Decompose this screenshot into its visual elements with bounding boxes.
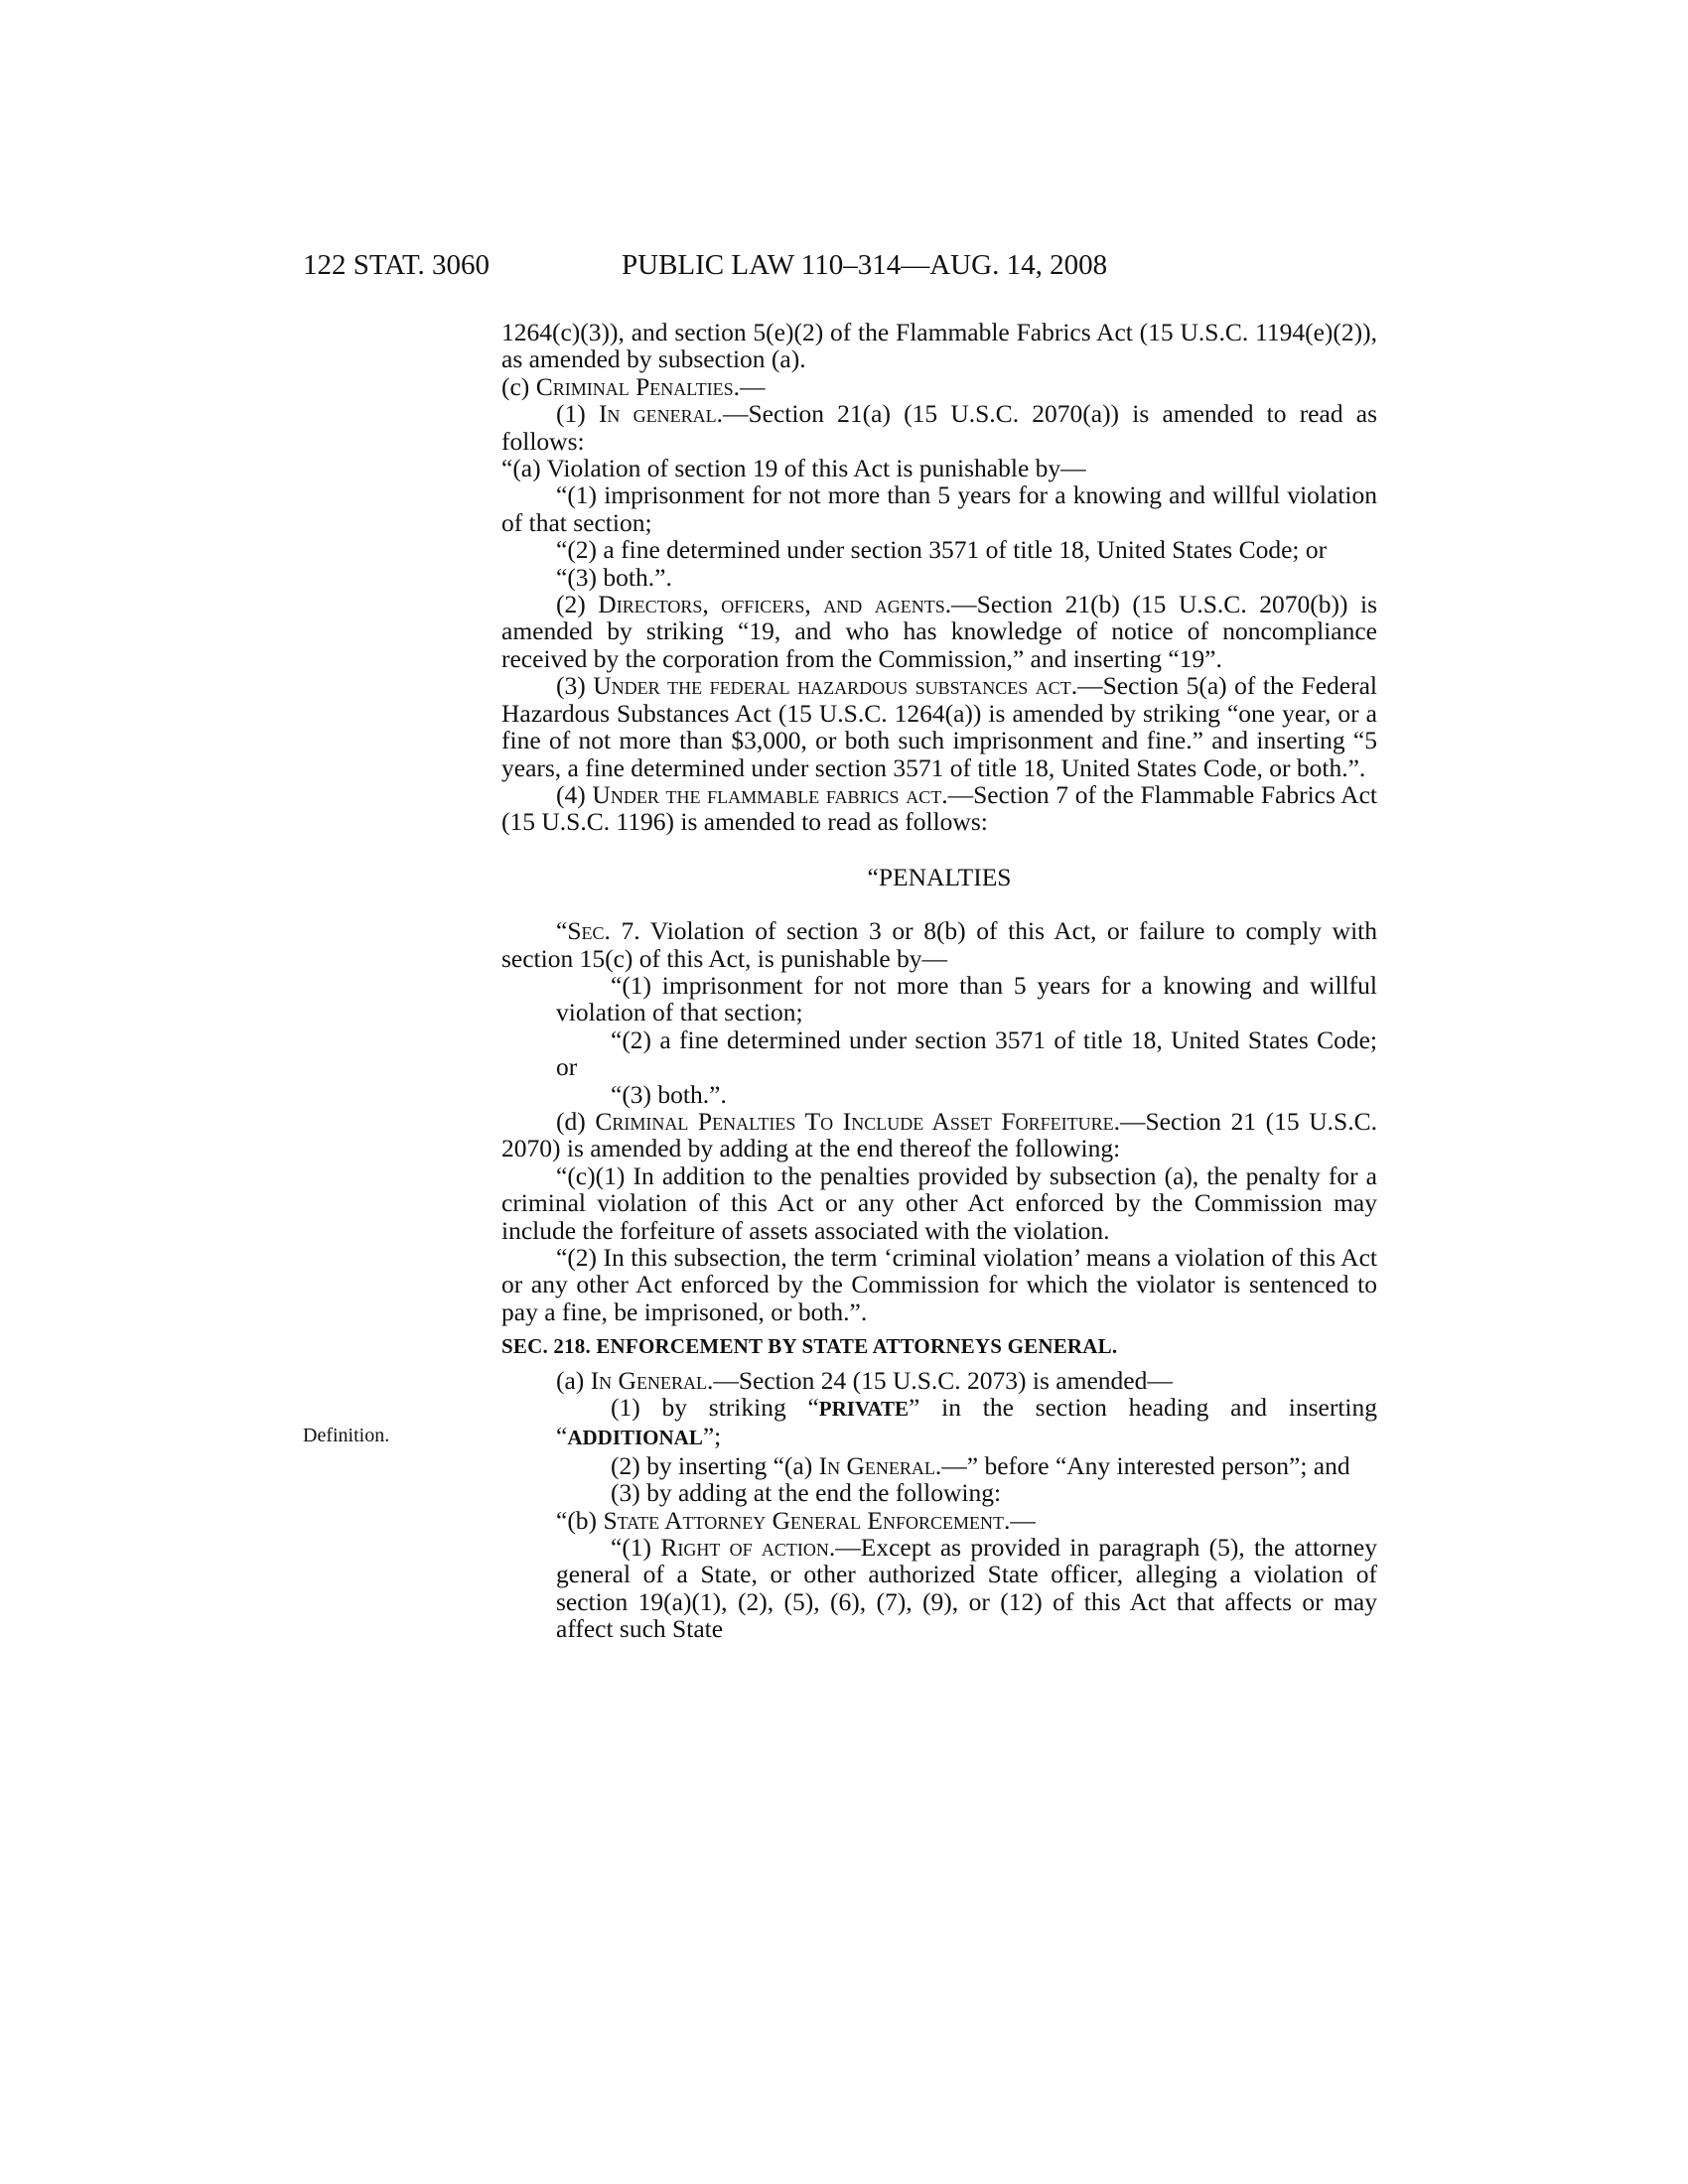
subsection-heading: (c) Criminal Penalties.— xyxy=(501,371,766,401)
stat-page-reference: 122 STAT. 3060 xyxy=(303,249,491,281)
paragraph: (2) by inserting “(a) In General.—” before “Any interested person”; and xyxy=(611,1450,1350,1480)
paragraph: (1) by striking “PRIVATE” in the section heading and inserting “ADDITIONAL”; xyxy=(556,1393,1377,1451)
public-law-title: PUBLIC LAW 110–314—AUG. 14, 2008 xyxy=(622,249,1108,281)
statute-body xyxy=(501,319,1377,1643)
running-head xyxy=(0,248,1688,288)
paragraph: “(2) a fine determined under section 3571 of title 18, United States Code; or xyxy=(556,535,1328,565)
paragraph: “(1) imprisonment for not more than 5 years for a knowing and willful violation of that section; xyxy=(556,970,1377,1027)
margin-note-definition: Definition. xyxy=(303,1425,390,1446)
paragraph: “(1) imprisonment for not more than 5 years for a knowing and willful violation of that section; xyxy=(501,480,1377,537)
paragraph: (3) Under the federal hazardous substances act.—Section 5(a) of the Federal Hazardous Substances Act (15 U.S.C. 1264(a)) is amended by striking “one year, or a fine of not more than $3,000, or both such imprisonment and fine.” and inserting “5 years, a fine determined under section 3571 of title 18, United States Code, or both.”. xyxy=(501,671,1377,782)
paragraph: 1264(c)(3)), and section 5(e)(2) of the Flammable Fabrics Act (15 U.S.C. 1194(e)(2)), as amended by subsection (a). xyxy=(501,318,1377,374)
paragraph: (d) Criminal Penalties To Include Asset Forfeiture.—Section 21 (15 U.S.C. 2070) is amended by adding at the end thereof the following: xyxy=(501,1106,1377,1163)
paragraph: (a) In General.—Section 24 (15 U.S.C. 2073) is amended— xyxy=(556,1365,1173,1395)
paragraph: “(c)(1) In addition to the penalties provided by subsection (a), the penalty for a criminal violation of this Act or any other Act enforced by the Commission may include the forfeiture of assets associated with the violation. xyxy=(501,1160,1377,1245)
paragraph: (2) Directors, officers, and agents.—Section 21(b) (15 U.S.C. 2070(b)) is amended by striking “19, and who has knowledge of notice of noncompliance received by the corporation from the Commission,” and inserting “19”. xyxy=(501,590,1377,673)
penalties-heading: “PENALTIES xyxy=(867,862,1012,891)
paragraph: “(a) Violation of section 19 of this Act is punishable by— xyxy=(501,454,1086,483)
paragraph: “(3) both.”. xyxy=(611,1079,727,1109)
paragraph: “(2) In this subsection, the term ‘criminal violation’ means a violation of this Act or any other Act enforced by the Commission for which the violator is sentenced to pay a fine, be imprisoned, or both.”. xyxy=(501,1243,1377,1326)
paragraph: “(2) a fine determined under section 3571 of title 18, United States Code; or xyxy=(556,1024,1377,1082)
paragraph: “(3) both.”. xyxy=(556,562,672,592)
paragraph: “(1) Right of action.—Except as provided in paragraph (5), the attorney general of a State, or other authorized State officer, alleging a violation of section 19(a)(1), (2), (5), (6), (7), (9), or (12) of this Act that affects or may affect such State xyxy=(556,1533,1378,1644)
paragraph: “Sec. 7. Violation of section 3 or 8(b) of this Act, or failure to comply with section 15(c) of this Act, is punishable by— xyxy=(501,916,1377,973)
paragraph: (3) by adding at the end the following: xyxy=(611,1478,1002,1508)
paragraph: (4) Under the flammable fabrics act.—Section 7 of the Flammable Fabrics Act (15 U.S.C. 1196) is amended to read as follows: xyxy=(501,779,1377,837)
section-heading: SEC. 218. ENFORCEMENT BY STATE ATTORNEYS GENERAL. xyxy=(501,1334,1118,1359)
paragraph: (1) In general.—Section 21(a) (15 U.S.C. 2070(a)) is amended to read as follows: xyxy=(501,399,1378,456)
paragraph: “(b) State Attorney General Enforcement.— xyxy=(556,1505,1036,1535)
